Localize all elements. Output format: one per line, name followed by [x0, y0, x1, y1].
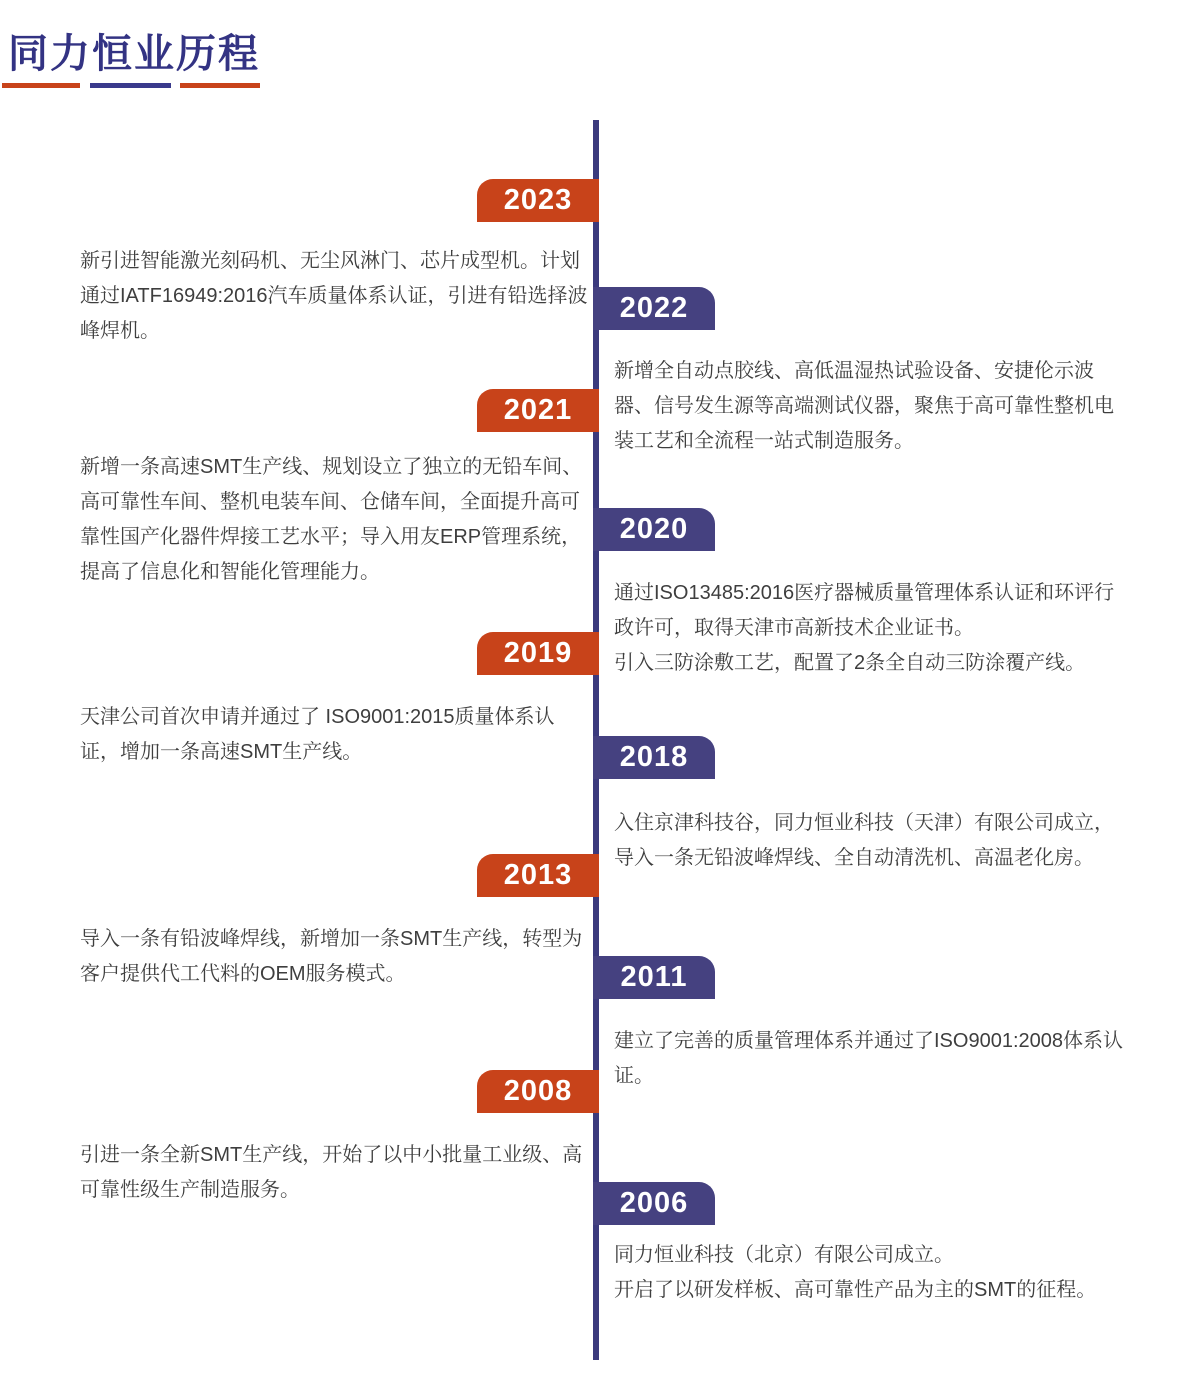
page-title: 同力恒业历程: [8, 32, 260, 76]
entry-paragraph: 建立了完善的质量管理体系并通过了ISO9001:2008体系认证。: [614, 1030, 1123, 1087]
entry-description-2006: [614, 1238, 1124, 1308]
year-badge-2020: 2020: [593, 508, 715, 551]
title-underline-blue: [90, 83, 171, 88]
entry-paragraph: 导入一条有铅波峰焊线，新增加一条SMT生产线，转型为客户提供代工代料的OEM服务模式。: [80, 928, 583, 985]
entry-description-2023: [80, 244, 590, 349]
year-badge-2023: 2023: [477, 179, 599, 222]
entry-paragraph: 引入三防涂敷工艺，配置了2条全自动三防涂覆产线。: [614, 652, 1086, 674]
entry-paragraph: 天津公司首次申请并通过了 ISO9001:2015质量体系认证，增加一条高速SMT生产线。: [80, 706, 555, 763]
title-underline-orange-right: [180, 83, 260, 88]
entry-description-2008: [80, 1138, 590, 1208]
entry-description-2011: [614, 1024, 1124, 1094]
entry-paragraph: 同力恒业科技（北京）有限公司成立。: [614, 1244, 954, 1266]
year-badge-2019: 2019: [477, 632, 599, 675]
entry-paragraph: 通过ISO13485:2016医疗器械质量管理体系认证和环评行政许可，取得天津市高新技术企业证书。: [614, 582, 1115, 639]
entry-description-2020: [614, 576, 1124, 681]
year-badge-2022: 2022: [593, 287, 715, 330]
entry-paragraph: 引进一条全新SMT生产线，开始了以中小批量工业级、高可靠性级生产制造服务。: [80, 1144, 583, 1201]
year-badge-2018: 2018: [593, 736, 715, 779]
entry-paragraph: 新增一条高速SMT生产线、规划设立了独立的无铅车间、高可靠性车间、整机电装车间、仓储车间，全面提升高可靠性国产化器件焊接工艺水平；导入用友ERP管理系统，提高了信息化和智能化管理能力。: [80, 456, 583, 583]
entry-paragraph: 开启了以研发样板、高可靠性产品为主的SMT的征程。: [614, 1279, 1097, 1301]
entry-description-2022: [614, 354, 1124, 459]
year-badge-2013: 2013: [477, 854, 599, 897]
title-underline-orange-left: [2, 83, 80, 88]
year-badge-2011: 2011: [593, 956, 715, 999]
entry-description-2021: [80, 450, 590, 590]
entry-description-2019: [80, 700, 590, 770]
entry-paragraph: 新引进智能激光刻码机、无尘风淋门、芯片成型机。计划通过IATF16949:2016汽车质量体系认证，引进有铅选择波峰焊机。: [80, 250, 588, 342]
year-badge-2008: 2008: [477, 1070, 599, 1113]
entry-paragraph: 入住京津科技谷，同力恒业科技（天津）有限公司成立，导入一条无铅波峰焊线、全自动清洗机、高温老化房。: [614, 812, 1114, 869]
entry-description-2013: [80, 922, 590, 992]
year-badge-2021: 2021: [477, 389, 599, 432]
entry-paragraph: 新增全自动点胶线、高低温湿热试验设备、安捷伦示波器、信号发生源等高端测试仪器，聚焦于高可靠性整机电装工艺和全流程一站式制造服务。: [614, 360, 1114, 452]
year-badge-2006: 2006: [593, 1182, 715, 1225]
entry-description-2018: [614, 806, 1124, 876]
